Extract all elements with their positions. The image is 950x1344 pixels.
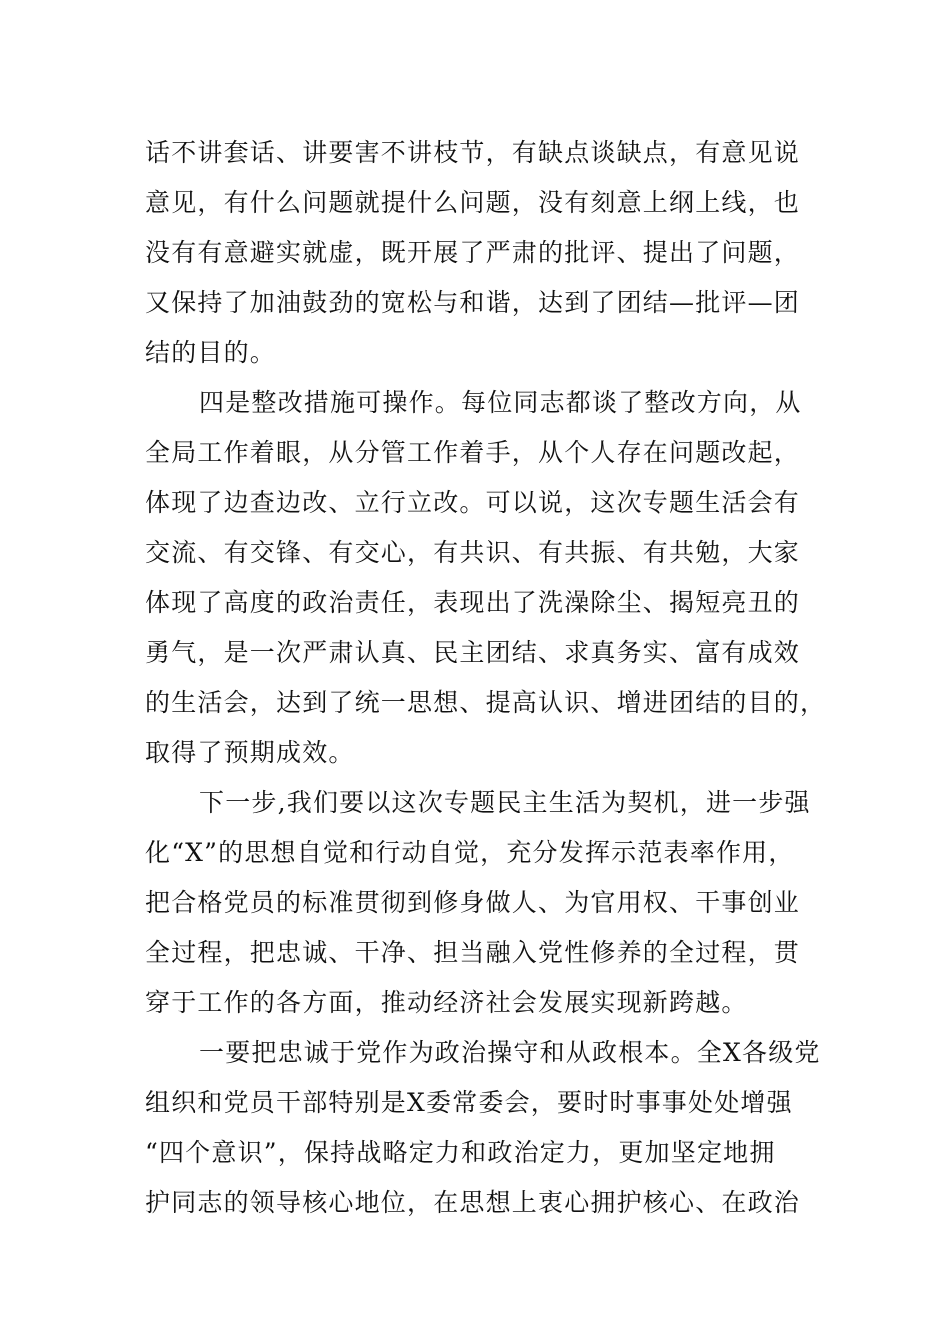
text-line: 又保持了加油鼓劲的宽松与和谐，达到了团结—批评—团: [145, 288, 801, 317]
text-line: 组织和党员干部特别是X委常委会，要时时事事处处增强: [145, 1088, 793, 1117]
text-line: 把合格党员的标准贯彻到修身做人、为官用权、干事创业: [145, 888, 801, 917]
paragraph-start-line: 四是整改措施可操作。每位同志都谈了整改方向，从: [199, 388, 802, 417]
text-line: 取得了预期成效。: [145, 738, 355, 767]
text-line: 没有有意避实就虚，既开展了严肃的批评、提出了问题，: [145, 238, 801, 267]
paragraph-start-line: 下一步,我们要以这次专题民主生活为契机，进一步强: [199, 788, 811, 817]
text-line: 化“X”的思想自觉和行动自觉，充分发挥示范表率作用，: [145, 838, 795, 867]
text-line: 全局工作着眼，从分管工作着手，从个人存在问题改起，: [145, 438, 801, 467]
paragraph-start-line: 一要把忠诚于党作为政治操守和从政根本。全X各级党: [199, 1038, 821, 1067]
text-line: 体现了高度的政治责任，表现出了洗澡除尘、揭短亮丑的: [145, 588, 801, 617]
text-line: 体现了边查边改、立行立改。可以说，这次专题生活会有: [145, 488, 801, 517]
document-body: [145, 128, 825, 1228]
text-line: 勇气，是一次严肃认真、民主团结、求真务实、富有成效: [145, 638, 801, 667]
text-line: 意见，有什么问题就提什么问题，没有刻意上纲上线，也: [145, 188, 801, 217]
text-line: 结的目的。: [145, 338, 277, 367]
text-line: 话不讲套话、讲要害不讲枝节，有缺点谈缺点，有意见说: [145, 138, 801, 167]
text-line: 穿于工作的各方面，推动经济社会发展实现新跨越。: [145, 988, 748, 1017]
text-line: 护同志的领导核心地位，在思想上衷心拥护核心、在政治: [145, 1188, 801, 1217]
text-line: “四个意识”，保持战略定力和政治定力，更加坚定地拥: [145, 1138, 776, 1167]
text-line: 全过程，把忠诚、干净、担当融入党性修养的全过程，贯: [145, 938, 801, 967]
text-line: 的生活会，达到了统一思想、提高认识、增进团结的目的，: [145, 688, 827, 717]
text-line: 交流、有交锋、有交心，有共识、有共振、有共勉，大家: [145, 538, 801, 567]
